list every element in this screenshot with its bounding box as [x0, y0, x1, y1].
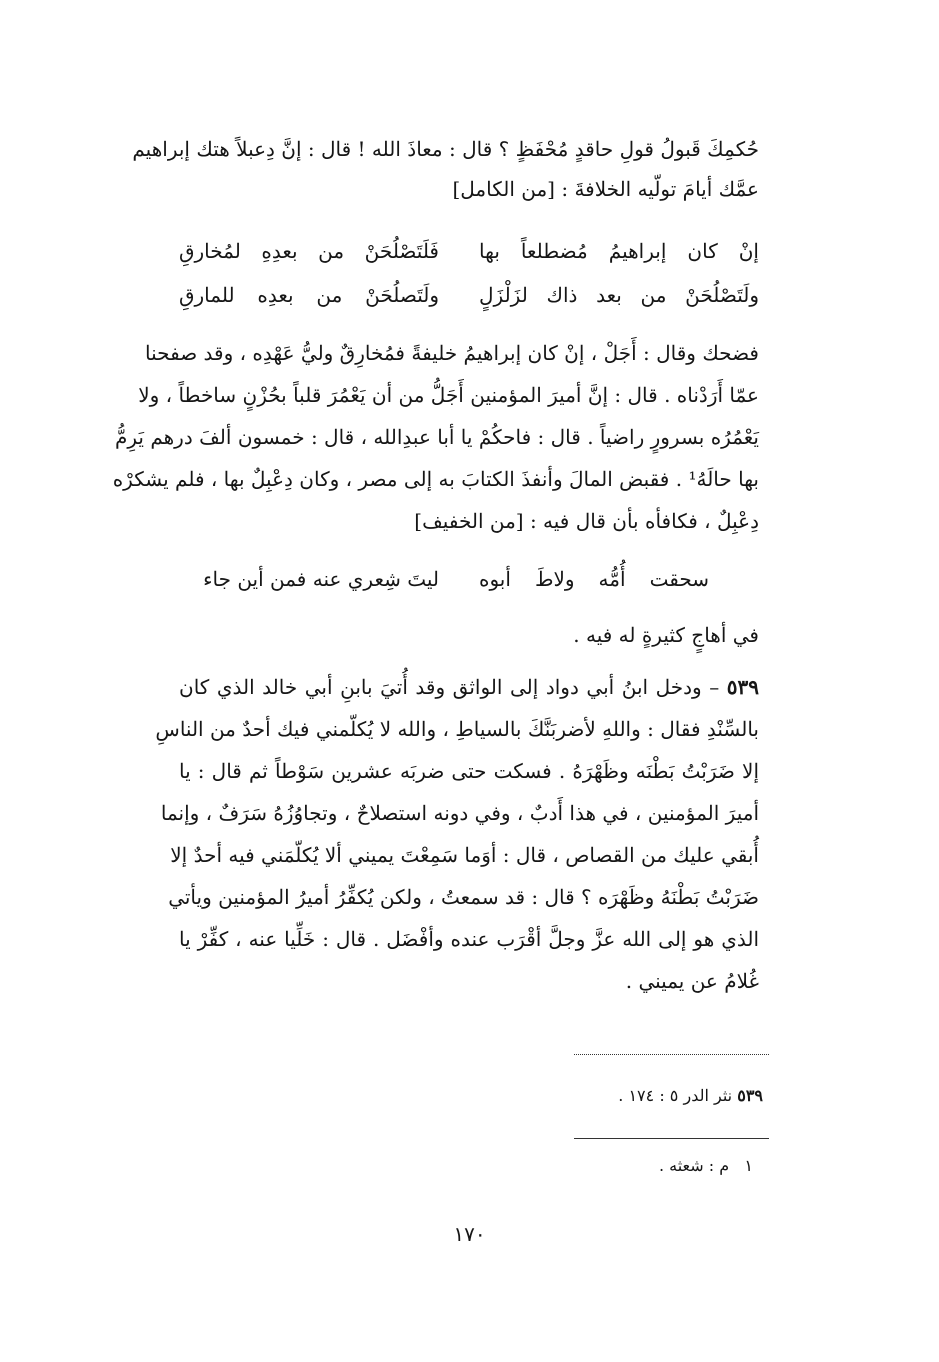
verse-hemistich: ولَتَصلُحَنْ من بعدِه للمارقِ	[179, 283, 439, 307]
source-footnote	[618, 1084, 763, 1108]
body-line	[179, 672, 759, 702]
footnote-text: م : شعثه .	[658, 1156, 730, 1175]
footnote-text: نثر الدر ٥ : ١٧٤ .	[618, 1086, 733, 1105]
body-line: بها حالَهُ¹ . فقبض المالَ وأنفذَ الكتابَ به إلى مصر ، وكان دِعْبِلٌ بها ، فلم يشكرْه	[112, 467, 759, 491]
body-line: عمّا أَرَدْناه . قال : إنَّ أميرَ المؤمنين أَجَلُّ من أن يَعْمُرَ قلباً بحُزْنٍ ساخطاً ، ولا	[138, 383, 759, 407]
body-line: في أهاجٍ كثيرةٍ له فيه .	[573, 623, 759, 647]
note-footnote	[659, 1154, 753, 1178]
body-line: عمَّك أيامَ تولّيه الخلافةَ : [من الكامل]	[452, 177, 759, 201]
verse-hemistich: إنْ كان إبراهيمُ مُضطلعاً بها	[479, 239, 759, 263]
verse-hemistich: سحقت أُمُّه ولاطَ أبوه	[479, 567, 709, 591]
body-line: غُلامُ عن يميني .	[625, 969, 759, 993]
footnote-number: ١	[744, 1156, 753, 1175]
verse-hemistich: ولَتَصْلُحَنْ من بعد ذاك لزَلْزَلٍ	[479, 283, 759, 307]
body-line: ضَرَبْتُ بَطْنَهُ وظَهْرَه ؟ قال : قد سمعتُ ، ولكن يُكفِّرُ أميرُ المؤمنين ويأتي	[168, 885, 759, 909]
body-line: فضحك وقال : أَجَلْ ، إنْ كان إبراهيمُ خليفةً فمُخارِقٌ وليُّ عَهْدِه ، وقد صفحنا	[145, 341, 759, 365]
body-line-text: – ودخل ابنُ أبي دواد إلى الواثق وقد أُتيَ بابنِ أبي خالد الذي كان	[179, 675, 720, 699]
footnote-item-number: ٥٣٩	[737, 1086, 763, 1105]
verse-hemistich: ليتَ شِعري عنه فمن أين جاء	[203, 567, 439, 591]
body-line: أُبقي عليك من القصاص ، قال : أوَما سَمِعْتَ يميني ألا يُكلّمَني فيه أحدٌ إلا	[170, 843, 759, 867]
body-line: حُكمِكَ قَبولُ قولِ حاقدٍ مُحْفَظٍ ؟ قال : معاذَ الله ! قال : إنَّ دِعبلاً هتك إبراهيم	[132, 137, 759, 161]
footnote-separator-dotted	[574, 1054, 769, 1055]
body-line: إلا ضَرَبْتُ بَطْنَه وظَهْرَهُ . فسكت حتى ضربَه عشرين سَوْطاً ثم قال : يا	[179, 759, 759, 783]
body-line: يَعْمُرُه بسرورٍ راضياً . قال : فاحكُمْ يا أبا عبدِالله ، قال : خمسون ألفَ درهم يَرِمُّ	[114, 425, 759, 449]
body-line: دِعْبِلٌ ، فكافأه بأن قال فيه : [من الخفيف]	[414, 509, 759, 533]
item-number: ٥٣٩	[726, 675, 760, 699]
body-line: الذي هو إلى الله عزَّ وجلَّ أقْرَب عنده وأفْضَل . قال : خَلِّيا عنه ، كفِّرْ يا	[179, 927, 759, 951]
body-line: بالسِّنْدِ فقال : واللهِ لأضربَنَّكَ بالسياطِ ، والله لا يُكلّمني فيك أحدٌ من الناسِ	[155, 717, 759, 741]
verse-hemistich: فَلَتَصْلُحَنْ من بعدِهِ لمُخارقِ	[179, 239, 439, 263]
footnote-separator	[574, 1138, 769, 1139]
page-number: ١٧٠	[453, 1222, 486, 1246]
body-line: أميرَ المؤمنين ، في هذا أَدبٌ ، وفي دونه استصلاحٌ ، وتجاوُزُهُ سَرَفٌ ، وإنما	[160, 801, 759, 825]
